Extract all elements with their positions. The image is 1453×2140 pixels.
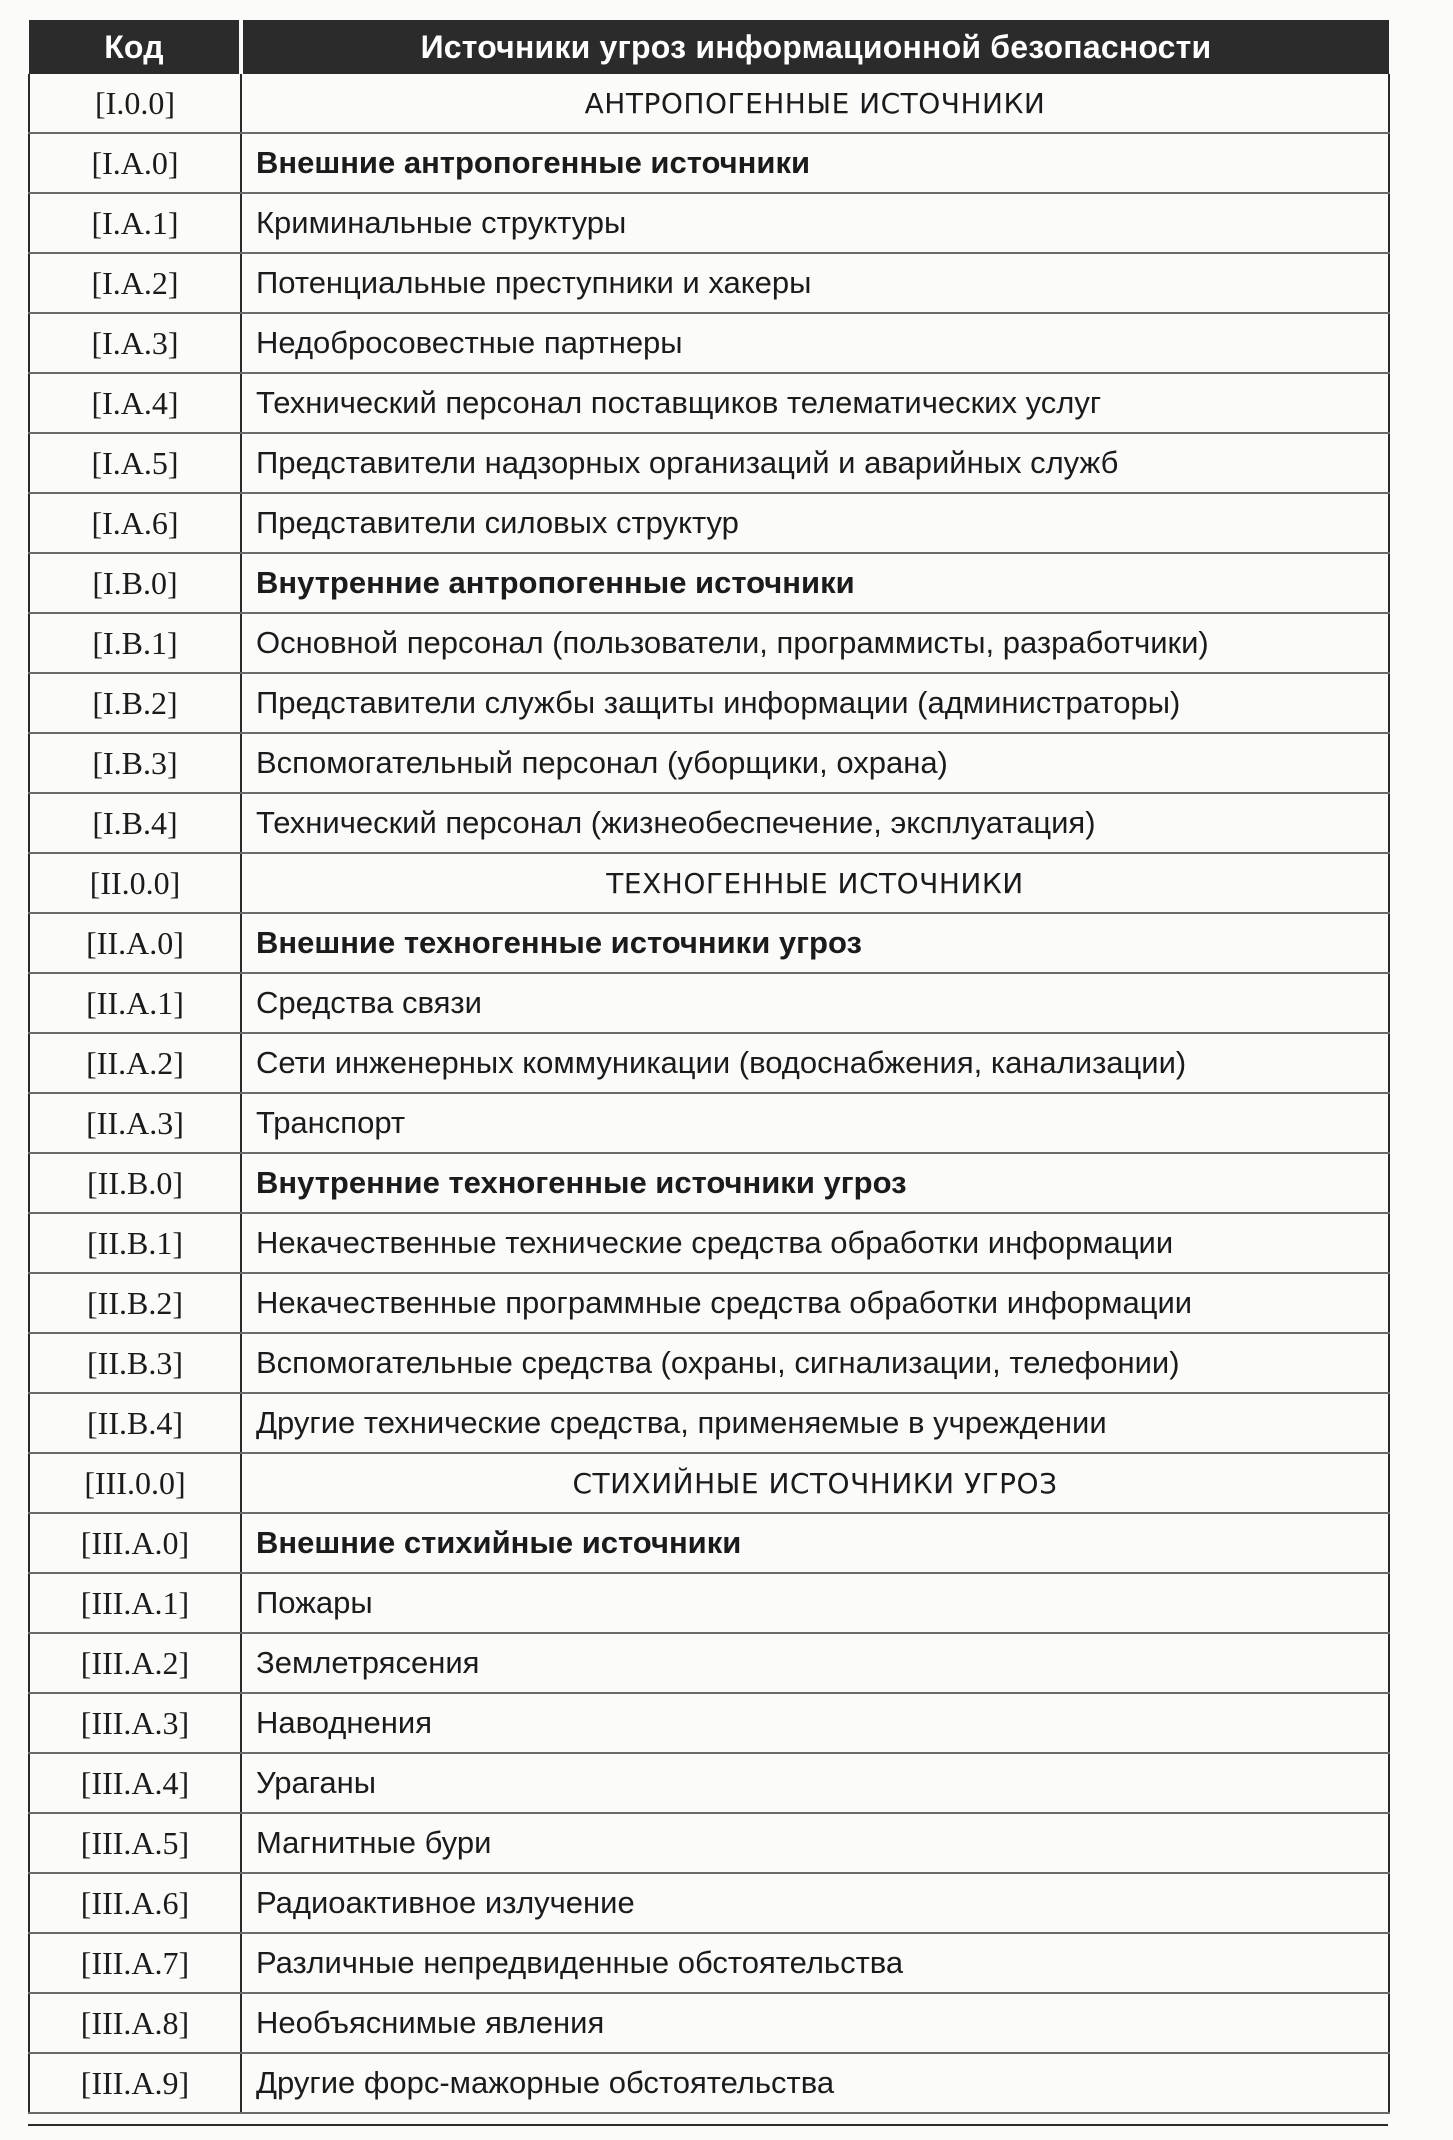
cell-source: Другие технические средства, применяемые в учреждении bbox=[241, 1393, 1389, 1453]
header-row bbox=[29, 20, 1389, 74]
table-row bbox=[29, 1033, 1389, 1093]
table-row bbox=[29, 1573, 1389, 1633]
cell-source: ТЕХНОГЕННЫЕ ИСТОЧНИКИ bbox=[241, 853, 1389, 913]
cell-source: Основной персонал (пользователи, программисты, разработчики) bbox=[241, 613, 1389, 673]
cell-source: Пожары bbox=[241, 1573, 1389, 1633]
cell-code: [III.A.3] bbox=[29, 1693, 241, 1753]
table-row bbox=[29, 2053, 1389, 2113]
cell-source: СТИХИЙНЫЕ ИСТОЧНИКИ УГРОЗ bbox=[241, 1453, 1389, 1513]
cell-source: Магнитные бури bbox=[241, 1813, 1389, 1873]
cell-source: Внешние антропогенные источники bbox=[241, 133, 1389, 193]
cell-code: [I.B.1] bbox=[29, 613, 241, 673]
cell-code: [I.A.1] bbox=[29, 193, 241, 253]
table-row bbox=[29, 1213, 1389, 1273]
cell-source: Наводнения bbox=[241, 1693, 1389, 1753]
table-row bbox=[29, 733, 1389, 793]
cell-code: [II.A.3] bbox=[29, 1093, 241, 1153]
cell-code: [II.B.4] bbox=[29, 1393, 241, 1453]
table-header bbox=[29, 20, 1389, 74]
cell-source: Некачественные программные средства обработки информации bbox=[241, 1273, 1389, 1333]
cell-code: [I.B.2] bbox=[29, 673, 241, 733]
cell-code: [I.A.4] bbox=[29, 373, 241, 433]
cell-code: [I.B.3] bbox=[29, 733, 241, 793]
cell-code: [III.0.0] bbox=[29, 1453, 241, 1513]
cell-source: Представители надзорных организаций и аварийных служб bbox=[241, 433, 1389, 493]
cell-code: [I.A.0] bbox=[29, 133, 241, 193]
cell-code: [III.A.2] bbox=[29, 1633, 241, 1693]
cell-code: [II.0.0] bbox=[29, 853, 241, 913]
cell-source: Недобросовестные партнеры bbox=[241, 313, 1389, 373]
table-row bbox=[29, 1633, 1389, 1693]
cell-source: Средства связи bbox=[241, 973, 1389, 1033]
table-row bbox=[29, 1933, 1389, 1993]
table-group-row bbox=[29, 74, 1389, 133]
header-source: Источники угроз информационной безопасности bbox=[241, 20, 1389, 74]
table-row bbox=[29, 673, 1389, 733]
table-row bbox=[29, 493, 1389, 553]
table-row bbox=[29, 613, 1389, 673]
table-group-row bbox=[29, 853, 1389, 913]
cell-code: [III.A.0] bbox=[29, 1513, 241, 1573]
cell-code: [I.A.6] bbox=[29, 493, 241, 553]
table-subgroup-row bbox=[29, 1513, 1389, 1573]
header-code: Код bbox=[29, 20, 241, 74]
cell-source: Внутренние техногенные источники угроз bbox=[241, 1153, 1389, 1213]
cell-code: [II.B.2] bbox=[29, 1273, 241, 1333]
cell-code: [III.A.5] bbox=[29, 1813, 241, 1873]
cell-source: Ураганы bbox=[241, 1753, 1389, 1813]
cell-code: [III.A.9] bbox=[29, 2053, 241, 2113]
table-subgroup-row bbox=[29, 1153, 1389, 1213]
cell-code: [II.B.1] bbox=[29, 1213, 241, 1273]
cell-source: Внешние техногенные источники угроз bbox=[241, 913, 1389, 973]
cell-code: [II.A.1] bbox=[29, 973, 241, 1033]
table-subgroup-row bbox=[29, 553, 1389, 613]
table-row bbox=[29, 253, 1389, 313]
cell-source: Внешние стихийные источники bbox=[241, 1513, 1389, 1573]
cell-source: Внутренние антропогенные источники bbox=[241, 553, 1389, 613]
table-row bbox=[29, 433, 1389, 493]
table-row bbox=[29, 1693, 1389, 1753]
cell-source: Технический персонал поставщиков телематических услуг bbox=[241, 373, 1389, 433]
table-body bbox=[29, 74, 1389, 2113]
cell-code: [III.A.1] bbox=[29, 1573, 241, 1633]
cell-source: Представители силовых структур bbox=[241, 493, 1389, 553]
cell-source: Вспомогательные средства (охраны, сигнализации, телефонии) bbox=[241, 1333, 1389, 1393]
cell-code: [I.0.0] bbox=[29, 74, 241, 133]
table-row bbox=[29, 1753, 1389, 1813]
cell-code: [III.A.4] bbox=[29, 1753, 241, 1813]
table-subgroup-row bbox=[29, 913, 1389, 973]
cell-code: [I.B.0] bbox=[29, 553, 241, 613]
cell-code: [III.A.6] bbox=[29, 1873, 241, 1933]
table-group-row bbox=[29, 1453, 1389, 1513]
cell-code: [I.B.4] bbox=[29, 793, 241, 853]
cell-source: Потенциальные преступники и хакеры bbox=[241, 253, 1389, 313]
table-row bbox=[29, 1333, 1389, 1393]
cell-source: Необъяснимые явления bbox=[241, 1993, 1389, 2053]
table-row bbox=[29, 1813, 1389, 1873]
cell-source: Представители службы защиты информации (администраторы) bbox=[241, 673, 1389, 733]
cell-code: [II.B.0] bbox=[29, 1153, 241, 1213]
threat-sources-table bbox=[28, 20, 1390, 2114]
table-row bbox=[29, 1993, 1389, 2053]
table-row bbox=[29, 973, 1389, 1033]
cell-source: Различные непредвиденные обстоятельства bbox=[241, 1933, 1389, 1993]
table-row bbox=[29, 313, 1389, 373]
table-row bbox=[29, 193, 1389, 253]
cell-source: Другие форс-мажорные обстоятельства bbox=[241, 2053, 1389, 2113]
table-row bbox=[29, 793, 1389, 853]
cell-source: Транспорт bbox=[241, 1093, 1389, 1153]
cell-source: Землетрясения bbox=[241, 1633, 1389, 1693]
cell-code: [I.A.3] bbox=[29, 313, 241, 373]
cell-source: Технический персонал (жизнеобеспечение, эксплуатация) bbox=[241, 793, 1389, 853]
cell-code: [III.A.7] bbox=[29, 1933, 241, 1993]
cell-code: [II.B.3] bbox=[29, 1333, 241, 1393]
table-row bbox=[29, 1873, 1389, 1933]
table-row bbox=[29, 1393, 1389, 1453]
bottom-rule bbox=[28, 2124, 1388, 2126]
table-row bbox=[29, 1093, 1389, 1153]
cell-source: Вспомогательный персонал (уборщики, охрана) bbox=[241, 733, 1389, 793]
cell-code: [III.A.8] bbox=[29, 1993, 241, 2053]
cell-source: Сети инженерных коммуникации (водоснабжения, канализации) bbox=[241, 1033, 1389, 1093]
cell-code: [II.A.0] bbox=[29, 913, 241, 973]
cell-code: [I.A.5] bbox=[29, 433, 241, 493]
cell-source: Радиоактивное излучение bbox=[241, 1873, 1389, 1933]
table-subgroup-row bbox=[29, 133, 1389, 193]
cell-source: АНТРОПОГЕННЫЕ ИСТОЧНИКИ bbox=[241, 74, 1389, 133]
cell-source: Криминальные структуры bbox=[241, 193, 1389, 253]
cell-source: Некачественные технические средства обработки информации bbox=[241, 1213, 1389, 1273]
cell-code: [II.A.2] bbox=[29, 1033, 241, 1093]
table-row bbox=[29, 373, 1389, 433]
cell-code: [I.A.2] bbox=[29, 253, 241, 313]
table-row bbox=[29, 1273, 1389, 1333]
